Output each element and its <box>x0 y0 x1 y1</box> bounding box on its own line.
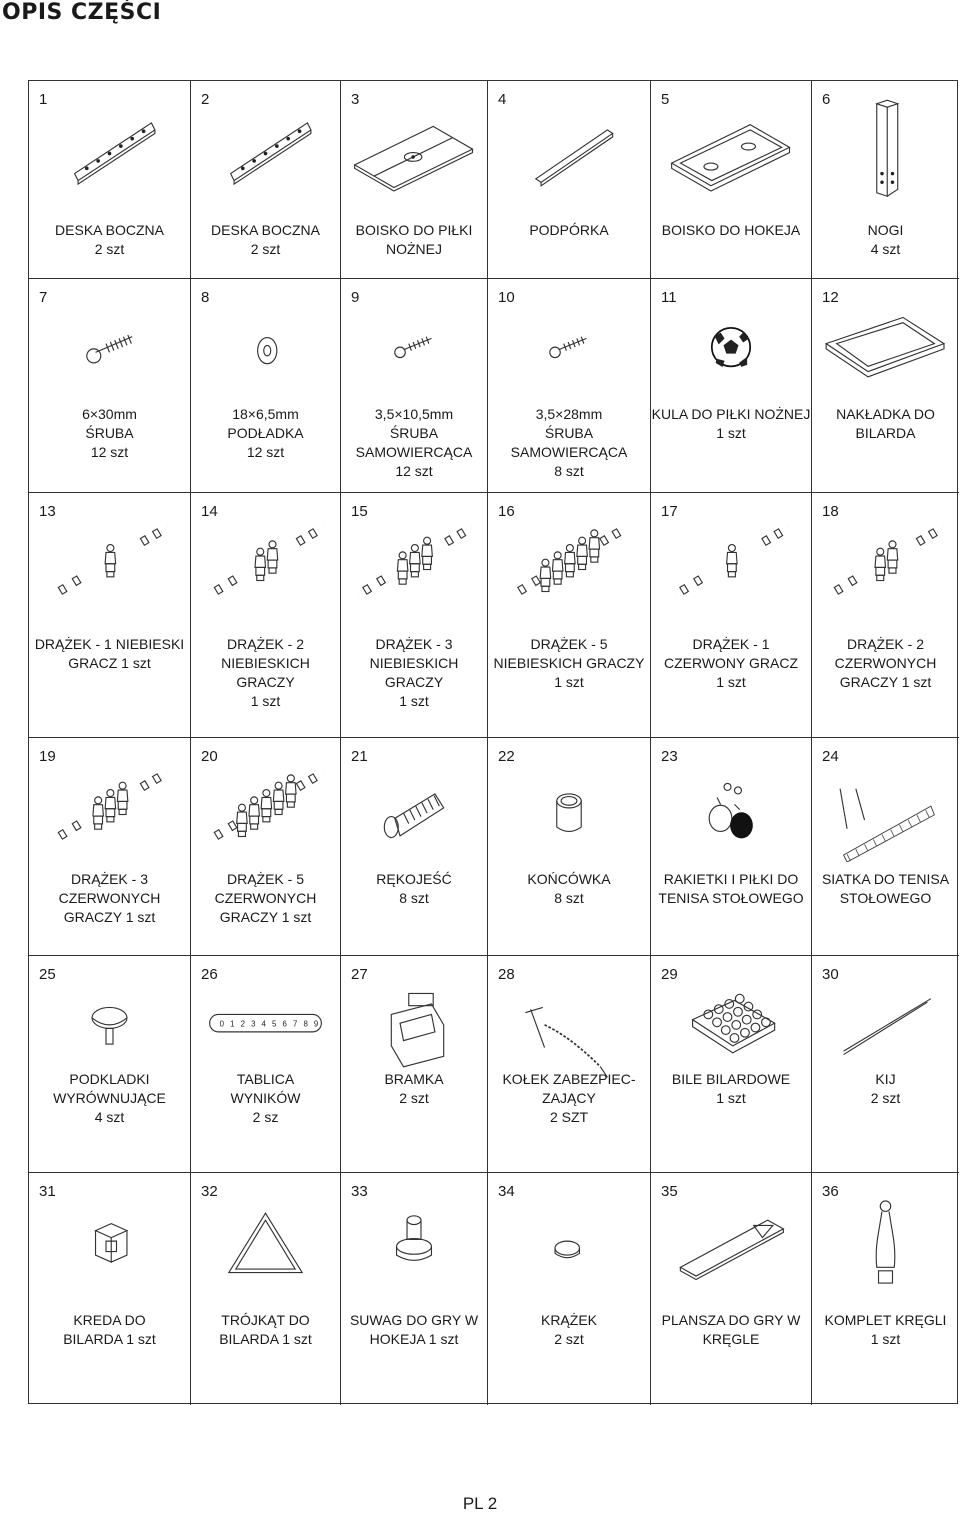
part-label: DRĄŻEK - 1 NIEBIESKI GRACZ 1 szt <box>34 636 185 671</box>
part-cell <box>341 493 488 738</box>
part-label: BRAMKA 2 szt <box>384 1071 444 1106</box>
screw-icon <box>488 293 650 403</box>
part-number: 11 <box>661 289 677 306</box>
part-label: SIATKA DO TENISA STOŁOWEGO <box>821 871 950 906</box>
part-number: 24 <box>822 748 839 765</box>
part-label: DRĄŻEK - 3 CZERWONYCH GRACZY 1 szt <box>58 871 161 925</box>
part-number: 23 <box>661 748 678 765</box>
part-cell <box>651 81 812 279</box>
side-board-icon <box>29 95 190 205</box>
part-number: 16 <box>498 503 515 520</box>
part-label: RAKIETKI I PIŁKI DO TENISA STOŁOWEGO <box>658 871 804 906</box>
part-number: 15 <box>351 503 368 520</box>
part-label: NAKŁADKA DO BILARDA <box>836 406 935 441</box>
rod-icon <box>29 507 190 617</box>
part-number: 20 <box>201 748 218 765</box>
page-number: PL 2 <box>462 1494 498 1513</box>
part-cell <box>29 279 191 493</box>
part-number: 27 <box>351 966 368 983</box>
part-cell <box>488 1173 651 1405</box>
bolt-icon <box>29 293 190 403</box>
part-number: 10 <box>498 289 515 306</box>
screw-icon <box>341 293 487 403</box>
part-label: DRĄŻEK - 2 NIEBIESKICH GRACZY 1 szt <box>221 636 310 709</box>
part-number: 22 <box>498 748 515 765</box>
support-bar-icon <box>488 95 650 205</box>
part-cell <box>812 738 959 956</box>
part-cell <box>191 279 341 493</box>
part-number: 4 <box>498 91 507 108</box>
part-cell <box>29 81 191 279</box>
part-cell <box>812 493 959 738</box>
part-cell <box>29 956 191 1173</box>
part-label: DRĄŻEK - 1 CZERWONY GRACZ 1 szt <box>663 636 799 690</box>
part-label: PLANSZA DO GRY W KRĘGLE <box>661 1312 801 1347</box>
hockey-field-icon <box>651 95 811 205</box>
part-cell <box>29 1173 191 1405</box>
part-label: KOŃCÓWKA 8 szt <box>527 871 611 906</box>
part-number: 25 <box>39 966 56 983</box>
part-cell <box>488 956 651 1173</box>
part-label: DRĄŻEK - 3 NIEBIESKICH GRACZY 1 szt <box>369 636 459 709</box>
part-number: 2 <box>201 91 210 108</box>
part-label: KOMPLET KRĘGLI 1 szt <box>824 1312 947 1347</box>
part-cell <box>651 956 812 1173</box>
part-cell <box>341 956 488 1173</box>
part-label: KULA DO PIŁKI NOŻNEJ 1 szt <box>651 406 811 441</box>
part-cell <box>191 956 341 1173</box>
part-number: 6 <box>822 91 831 108</box>
part-number: 28 <box>498 966 515 983</box>
part-number: 32 <box>201 1183 218 1200</box>
part-label: SUWAG DO GRY W HOKEJA 1 szt <box>349 1312 479 1347</box>
parts-grid <box>28 80 958 1404</box>
rod-icon <box>191 507 340 617</box>
rod-icon <box>191 752 340 862</box>
part-cell <box>488 738 651 956</box>
part-cell <box>812 81 959 279</box>
scoreboard-digit: 9 <box>313 1019 319 1029</box>
part-label: NOGI 4 szt <box>867 222 904 257</box>
part-cell <box>341 81 488 279</box>
part-number: 14 <box>201 503 218 520</box>
part-cell <box>191 738 341 956</box>
part-cell <box>812 1173 959 1405</box>
part-label: RĘKOJEŚĆ 8 szt <box>376 871 452 906</box>
part-label: 3,5×28mm ŚRUBA SAMOWIERCĄCA 8 szt <box>510 406 628 479</box>
rod-icon <box>29 752 190 862</box>
scoreboard-digit: 8 <box>303 1019 308 1029</box>
part-number: 3 <box>351 91 360 108</box>
part-number: 21 <box>351 748 368 765</box>
part-label: 18×6,5mm PODŁADKA 12 szt <box>227 406 304 460</box>
part-label: DRĄŻEK - 5 NIEBIESKICH GRACZY 1 szt <box>493 636 645 690</box>
scoreboard-digit: 3 <box>251 1019 256 1029</box>
rod-icon <box>812 507 959 617</box>
part-label: KRĄŻEK 2 szt <box>540 1312 597 1347</box>
page-title: OPIS CZĘŚCI <box>2 0 162 25</box>
part-cell <box>341 279 488 493</box>
part-label: DESKA BOCZNA 2 szt <box>211 222 320 257</box>
part-label: KREDA DO BILARDA 1 szt <box>63 1312 156 1347</box>
part-number: 29 <box>661 966 678 983</box>
soccer-field-icon <box>341 95 487 205</box>
scoreboard-digit: 1 <box>230 1019 235 1029</box>
part-number: 1 <box>39 91 48 108</box>
part-cell <box>651 1173 812 1405</box>
billiard-top-icon <box>812 293 959 403</box>
part-label: DRĄŻEK - 5 CZERWONYCH GRACZY 1 szt <box>214 871 317 925</box>
part-cell <box>29 738 191 956</box>
side-board-icon <box>191 95 340 205</box>
scoreboard-digit: 6 <box>282 1019 287 1029</box>
part-number: 31 <box>39 1183 56 1200</box>
bowling-board-icon <box>651 1187 811 1297</box>
part-label: DRĄŻEK - 2 CZERWONYCH GRACZY 1 szt <box>834 636 937 690</box>
scoreboard-digit: 4 <box>261 1019 266 1029</box>
part-number: 30 <box>822 966 839 983</box>
part-number: 36 <box>822 1183 839 1200</box>
scoreboard-digit: 5 <box>272 1019 277 1029</box>
scoreboard-digit: 0 <box>219 1019 225 1029</box>
part-label: KIJ 2 szt <box>870 1071 901 1106</box>
part-number: 35 <box>661 1183 678 1200</box>
part-cell <box>191 81 341 279</box>
part-label: TABLICA WYNIKÓW 2 sz <box>230 1071 301 1125</box>
part-cell <box>488 493 651 738</box>
leg-icon <box>812 95 959 205</box>
part-number: 13 <box>39 503 56 520</box>
soccer-ball-icon <box>651 293 811 403</box>
part-number: 33 <box>351 1183 368 1200</box>
part-number: 9 <box>351 289 360 306</box>
part-label: KOŁEK ZABEZPIEC- ZAJĄCY 2 SZT <box>502 1071 636 1125</box>
part-label: BOISKO DO HOKEJA <box>661 222 801 238</box>
rack-triangle-icon <box>191 1187 340 1297</box>
part-cell <box>812 279 959 493</box>
puck-icon <box>488 1187 650 1297</box>
part-cell <box>341 738 488 956</box>
chalk-icon <box>29 1187 190 1297</box>
part-cell <box>812 956 959 1173</box>
part-number: 7 <box>39 289 48 306</box>
scoreboard-digit: 2 <box>240 1019 245 1029</box>
part-number: 5 <box>661 91 670 108</box>
part-cell <box>488 81 651 279</box>
part-number: 34 <box>498 1183 515 1200</box>
part-number: 12 <box>822 289 839 306</box>
part-label: BILE BILARDOWE 1 szt <box>671 1071 791 1106</box>
washer-icon <box>191 293 340 403</box>
tennis-net-icon <box>812 752 959 862</box>
scoreboard-digit: 7 <box>292 1019 298 1029</box>
part-cell <box>488 279 651 493</box>
bowling-pin-icon <box>812 1187 959 1297</box>
part-cell <box>651 493 812 738</box>
part-cell <box>651 279 812 493</box>
part-cell <box>191 493 341 738</box>
hockey-pusher-icon <box>341 1187 487 1297</box>
part-cell <box>651 738 812 956</box>
part-label: DESKA BOCZNA 2 szt <box>55 222 164 257</box>
paddles-balls-icon <box>651 752 811 862</box>
part-cell <box>341 1173 488 1405</box>
rod-icon <box>488 507 650 617</box>
part-cell <box>29 493 191 738</box>
part-number: 19 <box>39 748 56 765</box>
part-number: 26 <box>201 966 218 983</box>
end-cap-icon <box>488 752 650 862</box>
rod-icon <box>341 507 487 617</box>
part-number: 17 <box>661 503 678 520</box>
part-label: PODPÓRKA <box>529 222 609 238</box>
rod-icon <box>651 507 811 617</box>
part-number: 8 <box>201 289 210 306</box>
handle-grip-icon <box>341 752 487 862</box>
part-label: TRÓJKĄT DO BILARDA 1 szt <box>219 1312 312 1347</box>
part-label: 3,5×10,5mm ŚRUBA SAMOWIERCĄCA 12 szt <box>355 406 473 479</box>
part-number: 18 <box>822 503 839 520</box>
part-cell <box>191 1173 341 1405</box>
part-label: 6×30mm ŚRUBA 12 szt <box>82 406 137 460</box>
part-label: BOISKO DO PIŁKI NOŻNEJ <box>355 222 473 257</box>
part-label: PODKLADKI WYRÓWNUJĄCE 4 szt <box>53 1071 166 1125</box>
